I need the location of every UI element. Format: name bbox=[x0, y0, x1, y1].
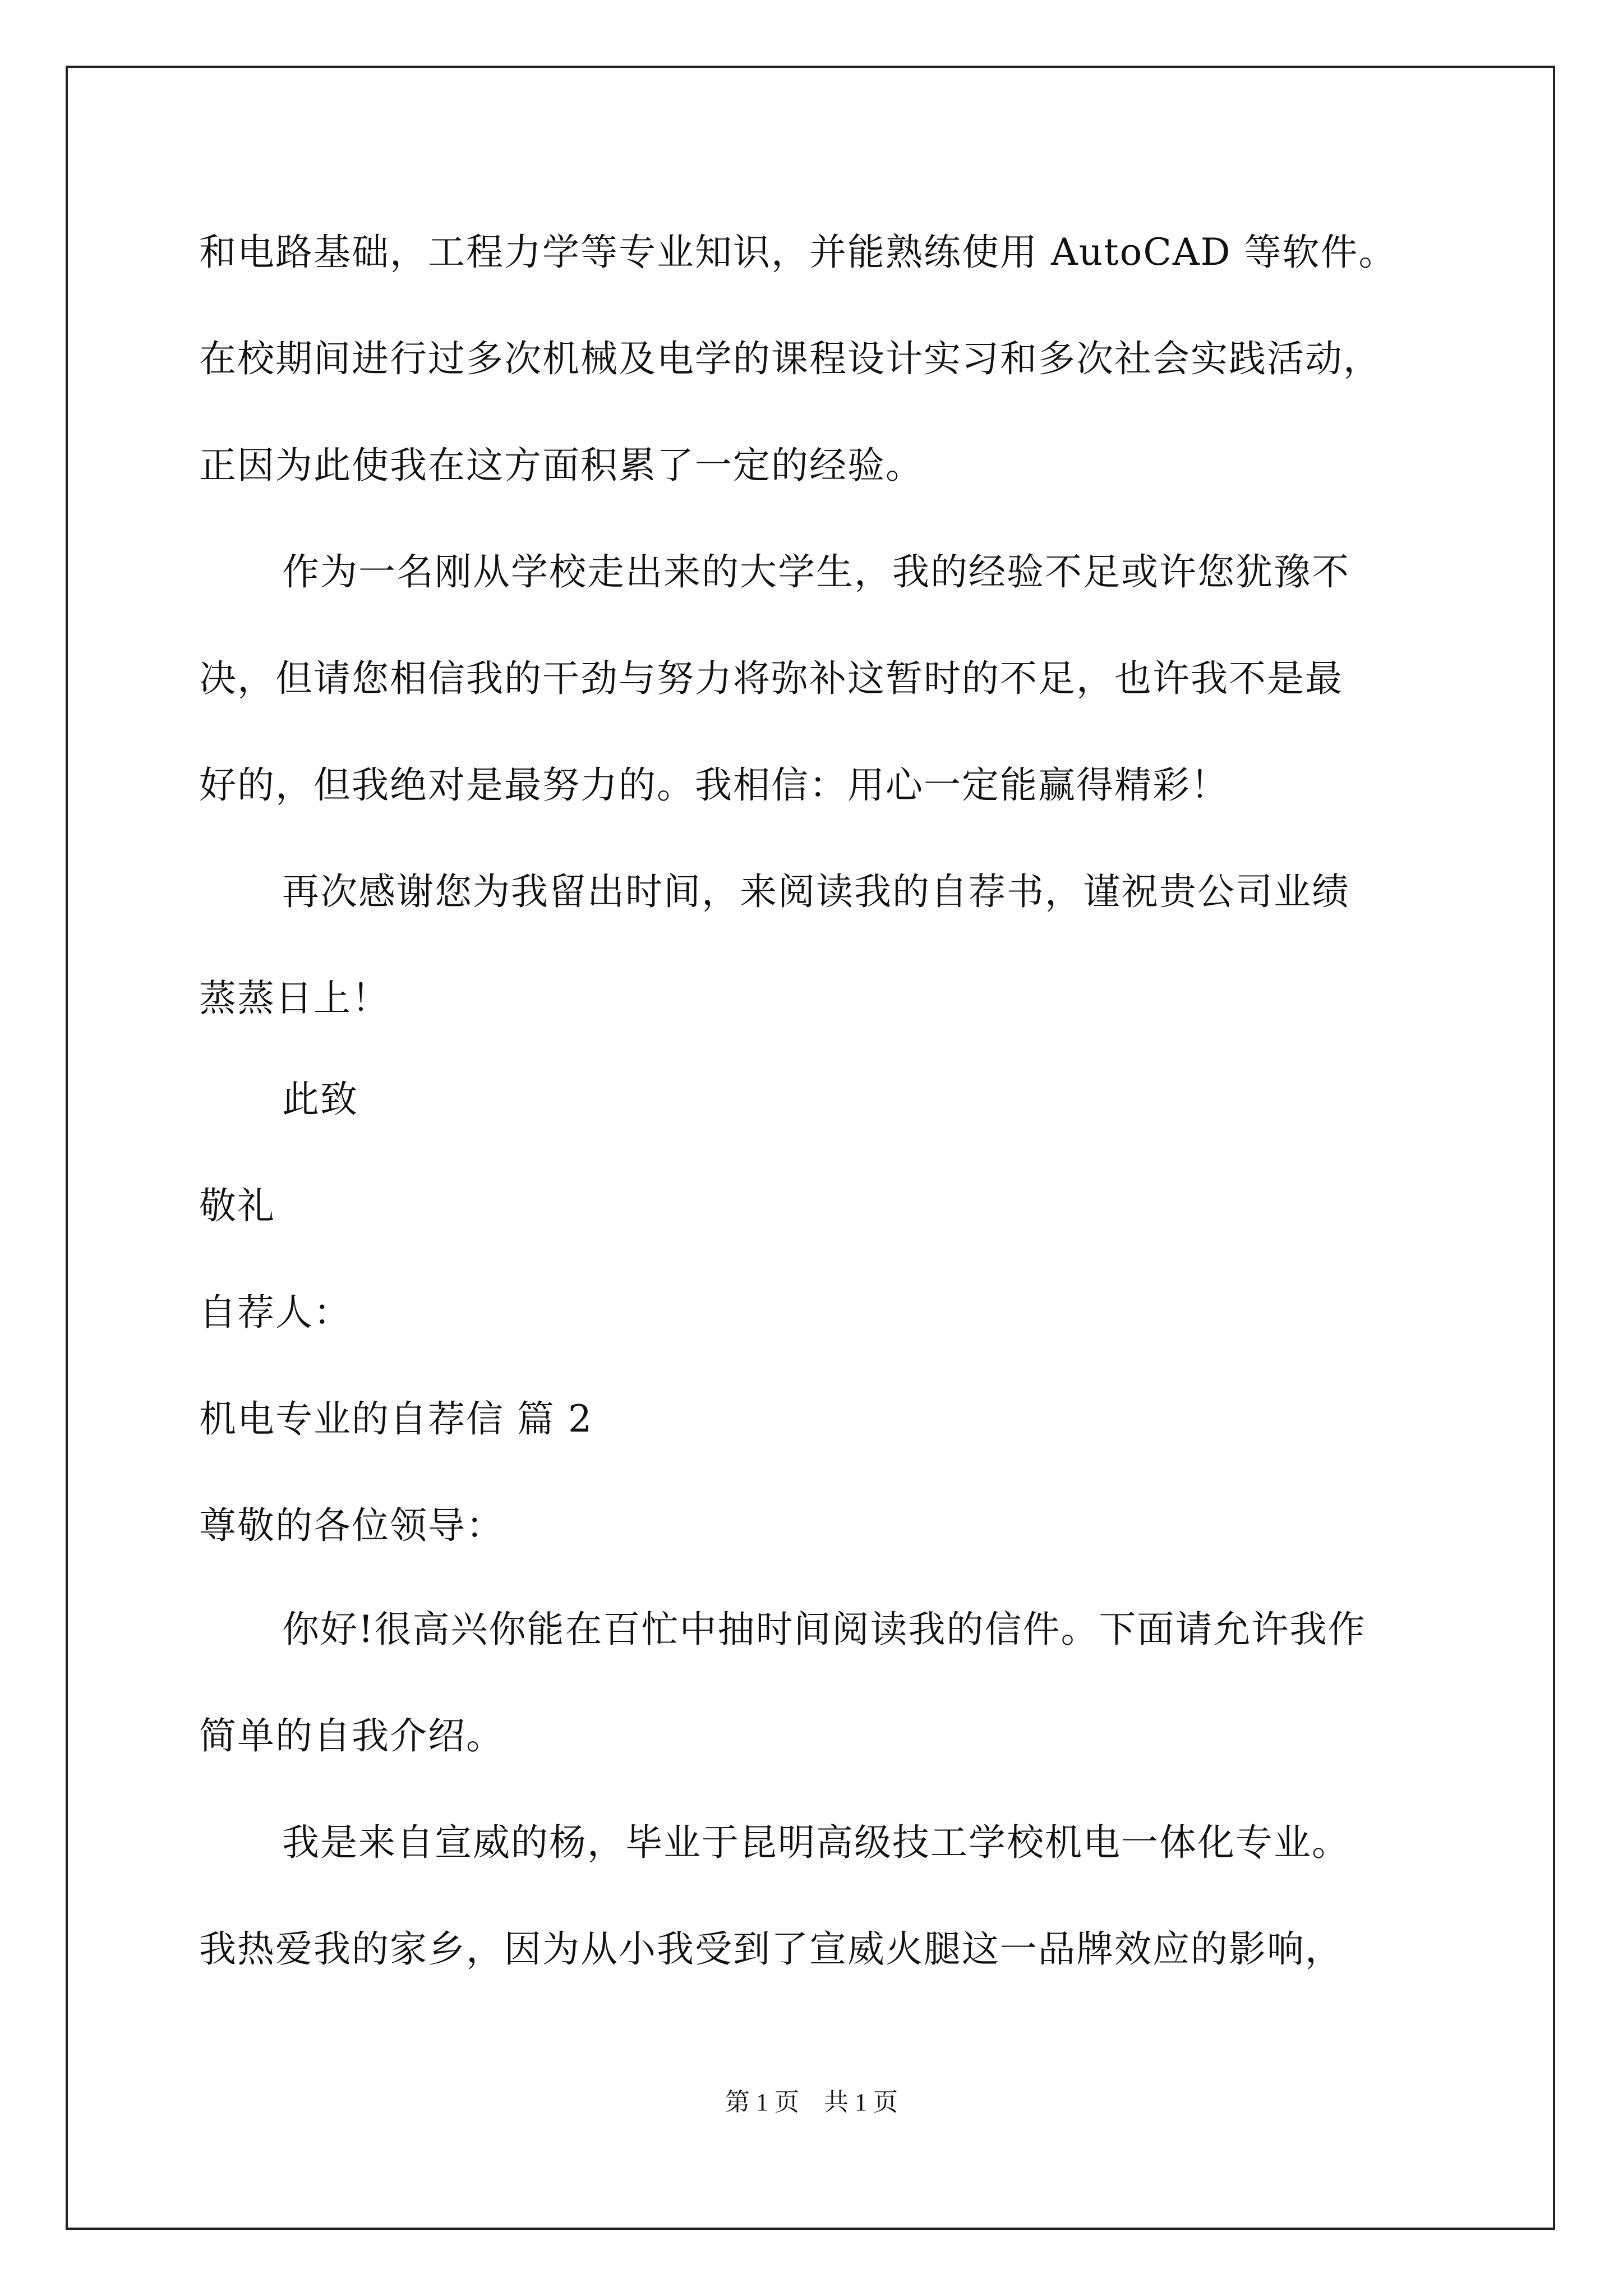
text-line-14: 简单的自我介绍。 bbox=[199, 1714, 504, 1757]
text-line-3: 正因为此使我在这方面积累了一定的经验。 bbox=[199, 444, 924, 487]
text-line-13: 你好!很高兴你能在百忙中抽时间阅读我的信件。下面请允许我作 bbox=[282, 1608, 1366, 1651]
text-line-6: 好的，但我绝对是最努力的。我相信：用心一定能赢得精彩！ bbox=[199, 763, 1229, 807]
text-line-closing-1: 此致 bbox=[282, 1078, 358, 1121]
section-heading: 机电专业的自荐信 篇 2 bbox=[199, 1397, 593, 1441]
page-number-footer: 第 1 页 共 1 页 bbox=[725, 2088, 898, 2116]
text-line-closing-2: 敬礼 bbox=[199, 1184, 275, 1227]
text-line-7: 再次感谢您为我留出时间，来阅读我的自荐书，谨祝贵公司业绩 bbox=[282, 870, 1350, 913]
text-line-5: 决，但请您相信我的干劲与努力将弥补这暂时的不足，也许我不是最 bbox=[199, 657, 1343, 700]
text-line-2: 在校期间进行过多次机械及电学的课程设计实习和多次社会实践活动， bbox=[199, 337, 1381, 380]
text-line-8: 蒸蒸日上！ bbox=[199, 977, 390, 1020]
text-line-4: 作为一名刚从学校走出来的大学生，我的经验不足或许您犹豫不 bbox=[282, 550, 1350, 593]
text-line-16: 我热爱我的家乡，因为从小我受到了宣威火腿这一品牌效应的影响， bbox=[199, 1927, 1343, 1971]
salutation: 尊敬的各位领导： bbox=[199, 1504, 504, 1547]
page-border bbox=[66, 66, 1555, 2230]
text-line-1: 和电路基础，工程力学等专业知识，并能熟练使用 AutoCAD 等软件。 bbox=[199, 231, 1397, 274]
signature-label: 自荐人： bbox=[199, 1291, 352, 1334]
text-line-15: 我是来自宣威的杨，毕业于昆明高级技工学校机电一体化专业。 bbox=[282, 1821, 1350, 1864]
